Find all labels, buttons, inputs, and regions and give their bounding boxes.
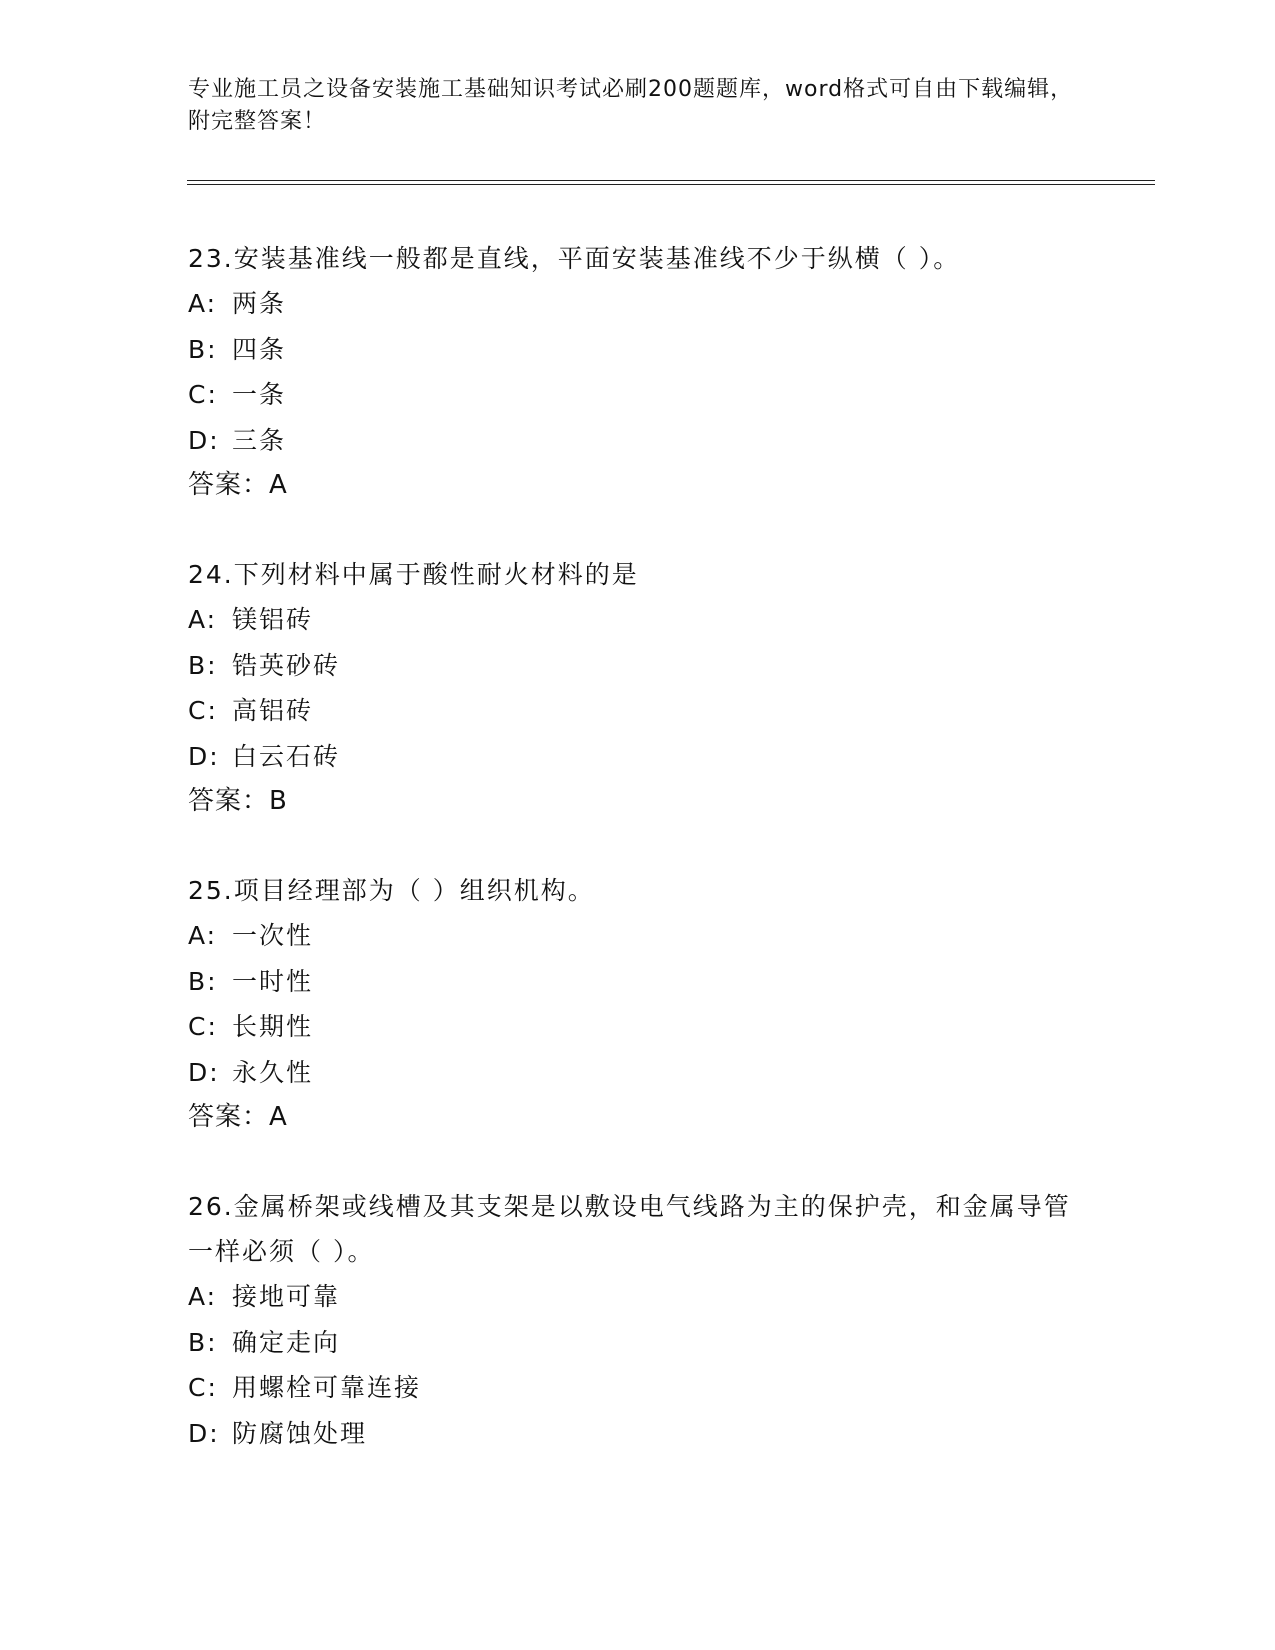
option-key: B: — [188, 650, 218, 680]
option-key: C: — [188, 1012, 218, 1041]
option-text: 三条 — [232, 425, 287, 455]
option-c — [188, 688, 1088, 734]
answer: 答案：A — [188, 1102, 288, 1132]
option-text: 白云石砖 — [232, 741, 341, 771]
question-stem: 23.安装基准线一般都是直线，平面安装基准线不少于纵横（ ）。 — [188, 244, 961, 273]
option-text: 确定走向 — [232, 1327, 341, 1357]
option-a — [188, 913, 1088, 959]
document-header: 专业施工员之设备安装施工基础知识考试必刷200题题库，word格式可自由下载编辑，附完整答案！ — [188, 77, 1074, 134]
option-key: A: — [188, 921, 218, 950]
option-d — [188, 1411, 1088, 1457]
option-a — [188, 1274, 1088, 1320]
header-rule-top — [187, 180, 1155, 181]
option-key: D: — [188, 741, 220, 771]
option-text: 两条 — [232, 289, 287, 318]
option-key: D: — [188, 425, 220, 455]
question-24 — [188, 552, 1088, 824]
question-26 — [188, 1184, 1088, 1456]
option-key: A: — [188, 289, 218, 318]
option-text: 镁铝砖 — [232, 605, 314, 634]
option-key: D: — [188, 1418, 220, 1448]
option-key: D: — [188, 1057, 220, 1087]
option-c — [188, 1004, 1088, 1050]
option-d — [188, 1050, 1088, 1096]
option-key: C: — [188, 380, 218, 409]
option-key: B: — [188, 966, 218, 996]
option-b — [188, 1320, 1088, 1366]
option-key: B: — [188, 1327, 218, 1357]
option-d — [188, 734, 1088, 780]
option-text: 四条 — [232, 334, 287, 364]
question-stem: 24.下列材料中属于酸性耐火材料的是 — [188, 560, 639, 589]
answer: 答案：A — [188, 470, 288, 500]
question-list — [188, 236, 1088, 1500]
option-text: 用螺栓可靠连接 — [232, 1373, 422, 1402]
option-c — [188, 372, 1088, 418]
option-text: 锆英砂砖 — [232, 650, 341, 680]
option-text: 一条 — [232, 380, 287, 409]
option-text: 永久性 — [232, 1057, 314, 1087]
option-text: 接地可靠 — [232, 1282, 341, 1311]
option-a — [188, 281, 1088, 327]
option-text: 一时性 — [232, 966, 314, 996]
question-stem: 25.项目经理部为（ ）组织机构。 — [188, 876, 595, 905]
option-a — [188, 597, 1088, 643]
option-c — [188, 1365, 1088, 1411]
question-25 — [188, 868, 1088, 1140]
option-key: C: — [188, 1373, 218, 1402]
option-b — [188, 959, 1088, 1005]
option-b — [188, 643, 1088, 689]
option-text: 一次性 — [232, 921, 314, 950]
header-rule-bottom — [187, 184, 1155, 185]
option-key: A: — [188, 605, 218, 634]
option-text: 长期性 — [232, 1012, 314, 1041]
option-d — [188, 418, 1088, 464]
question-23 — [188, 236, 1088, 508]
option-key: A: — [188, 1282, 218, 1311]
option-text: 防腐蚀处理 — [232, 1418, 368, 1448]
question-stem: 26.金属桥架或线槽及其支架是以敷设电气线路为主的保护壳，和金属导管一样必须（ ）。 — [188, 1192, 1071, 1266]
option-key: C: — [188, 696, 218, 725]
option-text: 高铝砖 — [232, 696, 314, 725]
option-key: B: — [188, 334, 218, 364]
answer: 答案：B — [188, 786, 288, 816]
option-b — [188, 327, 1088, 373]
